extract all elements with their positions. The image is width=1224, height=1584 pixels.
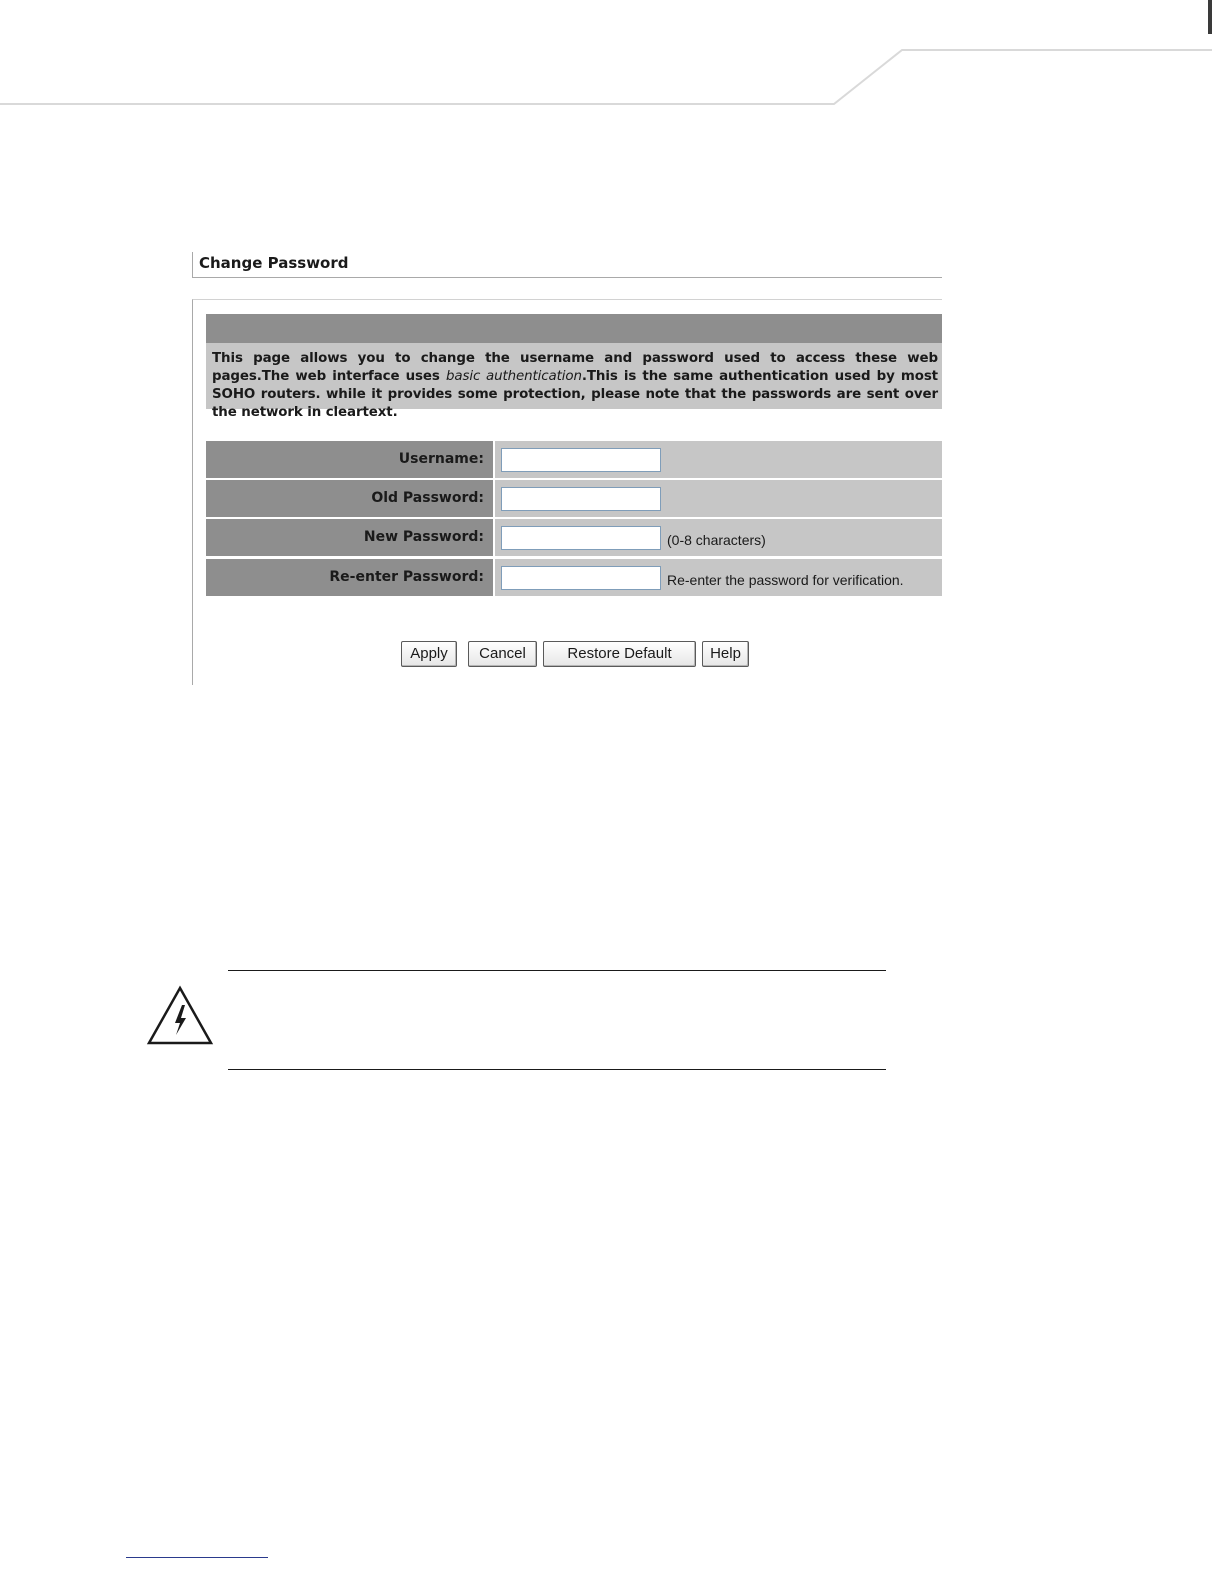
username-cell	[495, 441, 942, 478]
lightning-warning-icon	[146, 985, 214, 1047]
description-header-bar	[206, 314, 942, 343]
page-title: Change Password	[199, 254, 349, 272]
page-header-decoration	[0, 0, 1224, 120]
warning-rule-bottom	[228, 1069, 886, 1070]
reenter-password-label: Re-enter Password:	[206, 559, 493, 596]
change-password-title-bar	[192, 252, 942, 278]
description-part-1: This page allows you to change the username and password used to access these web pages.The web interface uses	[212, 351, 938, 384]
reenter-password-input[interactable]	[501, 566, 661, 590]
new-password-input[interactable]	[501, 526, 661, 550]
new-password-row	[206, 519, 942, 556]
username-input[interactable]	[501, 448, 661, 472]
old-password-cell	[495, 480, 942, 517]
reenter-password-row	[206, 559, 942, 596]
cancel-button[interactable]: Cancel	[468, 641, 537, 667]
username-label: Username:	[206, 441, 493, 478]
password-form	[206, 441, 942, 599]
old-password-input[interactable]	[501, 487, 661, 511]
old-password-label: Old Password:	[206, 480, 493, 517]
old-password-row	[206, 480, 942, 517]
help-button[interactable]: Help	[702, 641, 749, 667]
new-password-cell	[495, 519, 942, 556]
warning-rule-top	[228, 970, 886, 971]
apply-button[interactable]: Apply	[401, 641, 457, 667]
description-part-2: .This is the same authentication used by most SOHO routers. while it provides some protection, please note that the passwords are sent over the network in cleartext.	[212, 369, 938, 420]
username-row	[206, 441, 942, 478]
footer-link-rule	[126, 1557, 268, 1558]
restore-default-button[interactable]: Restore Default	[543, 641, 696, 667]
new-password-hint: (0-8 characters)	[667, 532, 766, 548]
reenter-password-cell	[495, 559, 942, 596]
change-password-panel	[192, 299, 942, 685]
new-password-label: New Password:	[206, 519, 493, 556]
reenter-password-hint: Re-enter the password for verification.	[667, 572, 904, 588]
description-italic: basic authentication	[445, 369, 582, 384]
description-text	[206, 343, 942, 420]
